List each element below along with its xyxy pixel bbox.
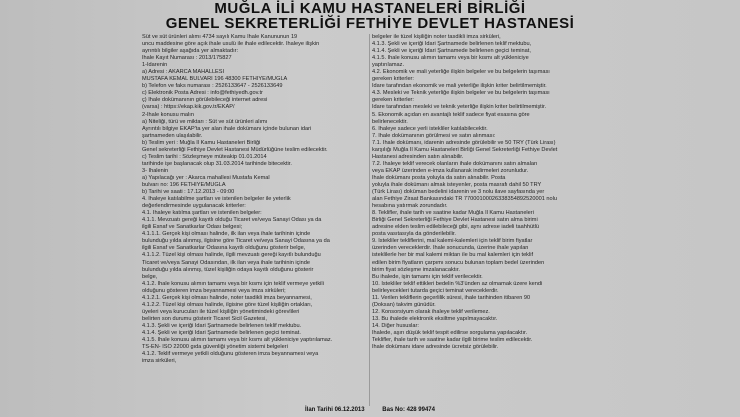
text-line: karşılığı Muğla İl Kamu Hastaneleri Birliği Genel Sekreterliği Fethiye Devlet: [372, 146, 558, 153]
text-line: 4.1.5. İhale konusu alımın tamamı veya bir kısmı alt yükleniciye yaptırılamaz.: [142, 337, 333, 344]
text-line: Teklifler, ihale tarih ve saatine kadar ilgili birime teslim edilecektir.: [372, 337, 533, 344]
text-line: (Doksan) takvim günüdür.: [372, 301, 436, 308]
basin-no: Bas No: 428 99474: [382, 407, 435, 413]
text-line: 4.1.2. Teklif vermeye yetkili olduğunu gösteren imza beyannamesi veya: [142, 351, 319, 358]
text-line: İdare tarafından mesleki ve teknik yeterliğe ilişkin kriter belirtilmemiştir.: [372, 104, 547, 111]
text-line: c) Teslim tarihi : Sözleşmeye müteakip 01.01.2014: [142, 153, 267, 160]
text-line: belirten son durumu gösterir Ticaret Sicil Gazetesi,: [142, 315, 267, 322]
text-line: 4.1. İhaleye katılma şartları ve istenilen belgeler:: [142, 210, 262, 217]
text-line: bulunduğu yılda alınmış, tüzel kişiliğin odaya kayıtlı olduğunu gösterir: [142, 266, 314, 273]
text-line: (Türk Lirası) doküman bedelini idarenin ve 3 nolu ilave sayfasında yer: [372, 189, 545, 196]
text-line: 3- İhalenin: [142, 167, 169, 174]
text-line: ilgili Esnaf ve Sanatkarlar Odası belgesi;: [142, 224, 243, 231]
text-line: 7.1. İhale dokümanı, idarenin adresinde görülebilir ve 50 TRY (Türk Lirası): [372, 139, 556, 146]
text-line: b) Teslim yeri : Muğla İl Kamu Hastaneleri Birliği: [142, 139, 261, 146]
text-line: İhale Kayıt Numarası : 2013/175827: [142, 55, 232, 62]
text-line: ayrıntılı bilgiler aşağıda yer almaktadır:: [142, 48, 239, 55]
text-line: TS-EN- ISO 22000 gıda güvenliği yönetim sistemi belgeleri: [142, 344, 288, 351]
text-line: ç) İhale dokümanının görülebileceği internet adresi: [142, 97, 268, 104]
text-line: 6. İhaleye sadece yerli istekliler katılabilecektir.: [372, 125, 488, 132]
text-line: 10. İstekliler teklif ettikleri bedelin %3'ünden az olmamak üzere kendi: [372, 280, 543, 287]
text-line: edilen birim fiyatların çarpımı sonucu bulunan toplam bedel üzerinden: [372, 259, 545, 266]
text-line: 4.1.2.1. Gerçek kişi olması halinde, noter tasdikli imza beyannamesi,: [142, 294, 312, 301]
text-line: birim fiyat sözleşme imzalanacaktır.: [372, 266, 460, 273]
text-line: 4.1.4. Şekli ve içeriği İdari Şartnamede belirlenen geçici teminat,: [372, 48, 531, 55]
text-line: a) Adresi : AKARCA MAHALLESİ: [142, 69, 225, 76]
text-line: Süt ve süt ürünleri alımı 4734 sayılı Kamu İhale Kanununun 19: [142, 34, 298, 40]
text-line: gereken kriterler:: [372, 76, 414, 83]
text-line: yaptırılamaz.: [372, 62, 405, 69]
notice-title-line1: MUĞLA İLİ KAMU HASTANELERİ BİRLİĞİ: [214, 0, 526, 17]
text-line: a) Niteliği, türü ve miktarı : Süt ve süt ürünleri alımı: [142, 118, 268, 125]
text-line: Ayrıntılı bilgiye EKAP'ta yer alan ihale dokümanı içinde bulunan idari: [142, 125, 312, 132]
text-line: 4.1.1.2. Tüzel kişi olması halinde, ilgili mevzuatı gereği kayıtlı bulunduğu: [142, 252, 321, 259]
text-line: 7. İhale dokümanının görülmesi ve satın alınması:: [372, 132, 496, 139]
text-line: İdare tarafından ekonomik ve mali yeterliğe ilişkin kriter belirtilmemiştir.: [372, 83, 547, 90]
text-line: belirleyecekleri tutarda geçici teminat vereceklerdir.: [372, 287, 499, 294]
text-line: 4.2. Ekonomik ve mali yeterliğe ilişkin belgeler ve bu belgelerin taşıması: [372, 69, 550, 76]
text-line: üzerinden vereceklerdir. İhale sonucunda, üzerine ihale yapılan: [372, 245, 529, 252]
text-line: b) Telefon ve faks numarası : 2526133647 - 2526133649: [142, 83, 283, 90]
text-line: (varsa) : https://ekap.kik.gov.tr/EKAP/: [142, 104, 235, 111]
text-line: 12. Konsorsiyum olarak ihaleye teklif verilemez.: [372, 308, 490, 315]
text-line: uncu maddesine göre açık ihale usulü ile ihale edilecektir. İhaleye ilişkin: [142, 41, 320, 48]
text-line: belge,: [142, 273, 158, 280]
text-line: bulvarı no: 196 FETHİYE/MUĞLA: [142, 181, 226, 188]
text-line: a) Yapılacağı yer : Akarca mahallesi Mustafa Kemal: [142, 174, 270, 181]
text-line: 4.1.3. Şekli ve içeriği İdari Şartnamede belirlenen teklif mektubu.: [142, 322, 302, 329]
text-line: Ticaret ve/veya Sanayi Odasından, ilk ilan veya ihale tarihinin içinde: [142, 259, 311, 266]
text-line: belgeler ile tüzel kişiliğin noter tasdikli imza sirküleri,: [372, 34, 501, 40]
text-line: tarihinde işe başlanacak olup 31.03.2014 tarihinde bitecektir.: [142, 160, 292, 167]
text-line: Birliği Genel Sekreterliği Fethiye Devlet Hastanesi satın alma birimi: [372, 217, 538, 224]
text-line: b) Tarihi ve saati : 17.12.2013 - 09:00: [142, 189, 235, 196]
text-line: yoluyla ihale dokümanı almak isteyenler, posta masrafı dahil 50 TRY: [372, 181, 542, 188]
text-line: 1-İdarenin: [142, 62, 168, 69]
text-line: ilgili Esnaf ve Sanatkarlar Odasına kayıtlı olduğunu gösterir belge,: [142, 245, 306, 252]
text-line: 4. İhaleye katılabilme şartları ve istenilen belgeler ile yeterlik: [142, 196, 291, 203]
column-divider: [369, 34, 370, 406]
text-line: Bu ihalede, işin tamamı için teklif verilecektir.: [372, 273, 483, 280]
text-line: hesabına yatırmak zorundadır.: [372, 203, 448, 210]
text-line: c) Elektronik Posta Adresi : info@fethiyedh.gov.tr: [142, 90, 263, 97]
text-line: 4.1.1.1. Gerçek kişi olması halinde, ilk ilan veya ihale tarihinin içinde: [142, 231, 311, 238]
text-line: 9. İstekliler tekliflerini, mal kalemi-kalemleri için teklif birim fiyatlar: [372, 238, 533, 245]
left-text-column: [142, 34, 366, 408]
text-line: Genel sekreterliği Fethiye Devlet Hastanesi Müdürlüğüne teslim edilecektir.: [142, 146, 328, 153]
text-line: 4.1.2. İhale konusu alımın tamamı veya bir kısmı için teklif vermeye yetkili: [142, 280, 324, 287]
text-line: Hastanesi adresinden satın alınabilir.: [372, 153, 464, 160]
notice-footer: [0, 407, 740, 413]
text-line: 13. Bu ihalede elektronik eksiltme yapılmayacaktır.: [372, 315, 498, 322]
text-line: 4.1.4. Şekli ve içeriği İdari Şartnamede belirlenen geçici teminat.: [142, 329, 301, 336]
text-line: bulunduğu yılda alınmış, ilgisine göre Ticaret ve/veya Sanayi Odasına ya da: [142, 238, 330, 245]
text-line: gereken kriterler:: [372, 97, 414, 104]
text-line: İhale dokümanı idare adresinde ücretsiz görülebilir.: [372, 344, 499, 351]
text-line: 4.1.1. Mevzuatı gereği kayıtlı olduğu Ticaret ve/veya Sanayi Odası ya da: [142, 217, 322, 224]
text-line: adresine elden teslim edilebileceği gibi, aynı adrese iadeli taahhütlü: [372, 224, 539, 231]
ilan-tarihi: İlan Tarihi 06.12.2013: [305, 407, 365, 413]
text-line: 14. Diğer hususlar:: [372, 322, 419, 329]
text-line: 4.1.3. Şekli ve içeriği İdari Şartnamede belirlenen teklif mektubu,: [372, 41, 532, 48]
text-line: 4.3. Mesleki ve Teknik yeterliğe ilişkin belgeler ve bu belgelerin taşıması: [372, 90, 550, 97]
text-line: MUSTAFA KEMAL BULVARI 196 48300 FETHİYE/MUĞLA: [142, 76, 288, 83]
text-line: değerlendirmesinde uygulanacak kriterler:: [142, 203, 246, 210]
right-text-column: [372, 34, 596, 408]
text-line: imza sirküleri,: [142, 358, 177, 365]
text-line: İhale dokümanı posta yoluyla da satın alınabilir. Posta: [372, 174, 506, 181]
text-line: üyeleri veya kurucuları ile tüzel kişiliğin yönetimindeki görevlileri: [142, 308, 300, 315]
text-line: posta vasıtasıyla da gönderilebilir.: [372, 231, 456, 238]
text-line: isteklilerle her bir mal kalemi miktarı ile bu mal kalemleri için teklif: [372, 252, 534, 259]
text-line: 11. Verilen tekliflerin geçerlilik süresi, ihale tarihinden itibaren 90: [372, 294, 531, 301]
text-line: 5. Ekonomik açıdan en avantajlı teklif sadece fiyat esasına göre: [372, 111, 530, 118]
text-line: İhalede, aşırı düşük teklif tespit edilirse sorgulama yapılacaktır.: [372, 329, 528, 336]
text-line: 4.1.5. İhale konusu alımın tamamı veya bir kısmı alt yükleniciye: [372, 55, 529, 62]
text-line: veya EKAP üzerinden e-imza kullanarak indirmeleri zorunludur.: [372, 167, 529, 174]
text-line: belirlenecektir.: [372, 118, 408, 125]
text-line: alan Fethiye Ziraat Bankasındaki TR 77000100026338354892520001 nolu: [372, 196, 557, 203]
text-line: 8. Teklifler, ihale tarih ve saatine kadar Muğla İl Kamu Hastaneleri: [372, 210, 534, 217]
text-line: 2-İhale konusu malın: [142, 111, 194, 118]
text-line: şartnameden ulaşılabilir.: [142, 132, 203, 139]
text-line: 7.2. İhaleye teklif verecek olanların ihale dokümanını satın almaları: [372, 160, 538, 167]
text-line: olduğunu gösteren imza beyannamesi veya imza sirküleri;: [142, 287, 286, 294]
notice-title-line2: GENEL SEKRETERLİĞİ FETHİYE DEVLET HASTANESİ: [165, 15, 575, 32]
text-line: 4.1.2.2. Tüzel kişi olması halinde, ilgisine göre tüzel kişiliğin ortakları,: [142, 301, 313, 308]
